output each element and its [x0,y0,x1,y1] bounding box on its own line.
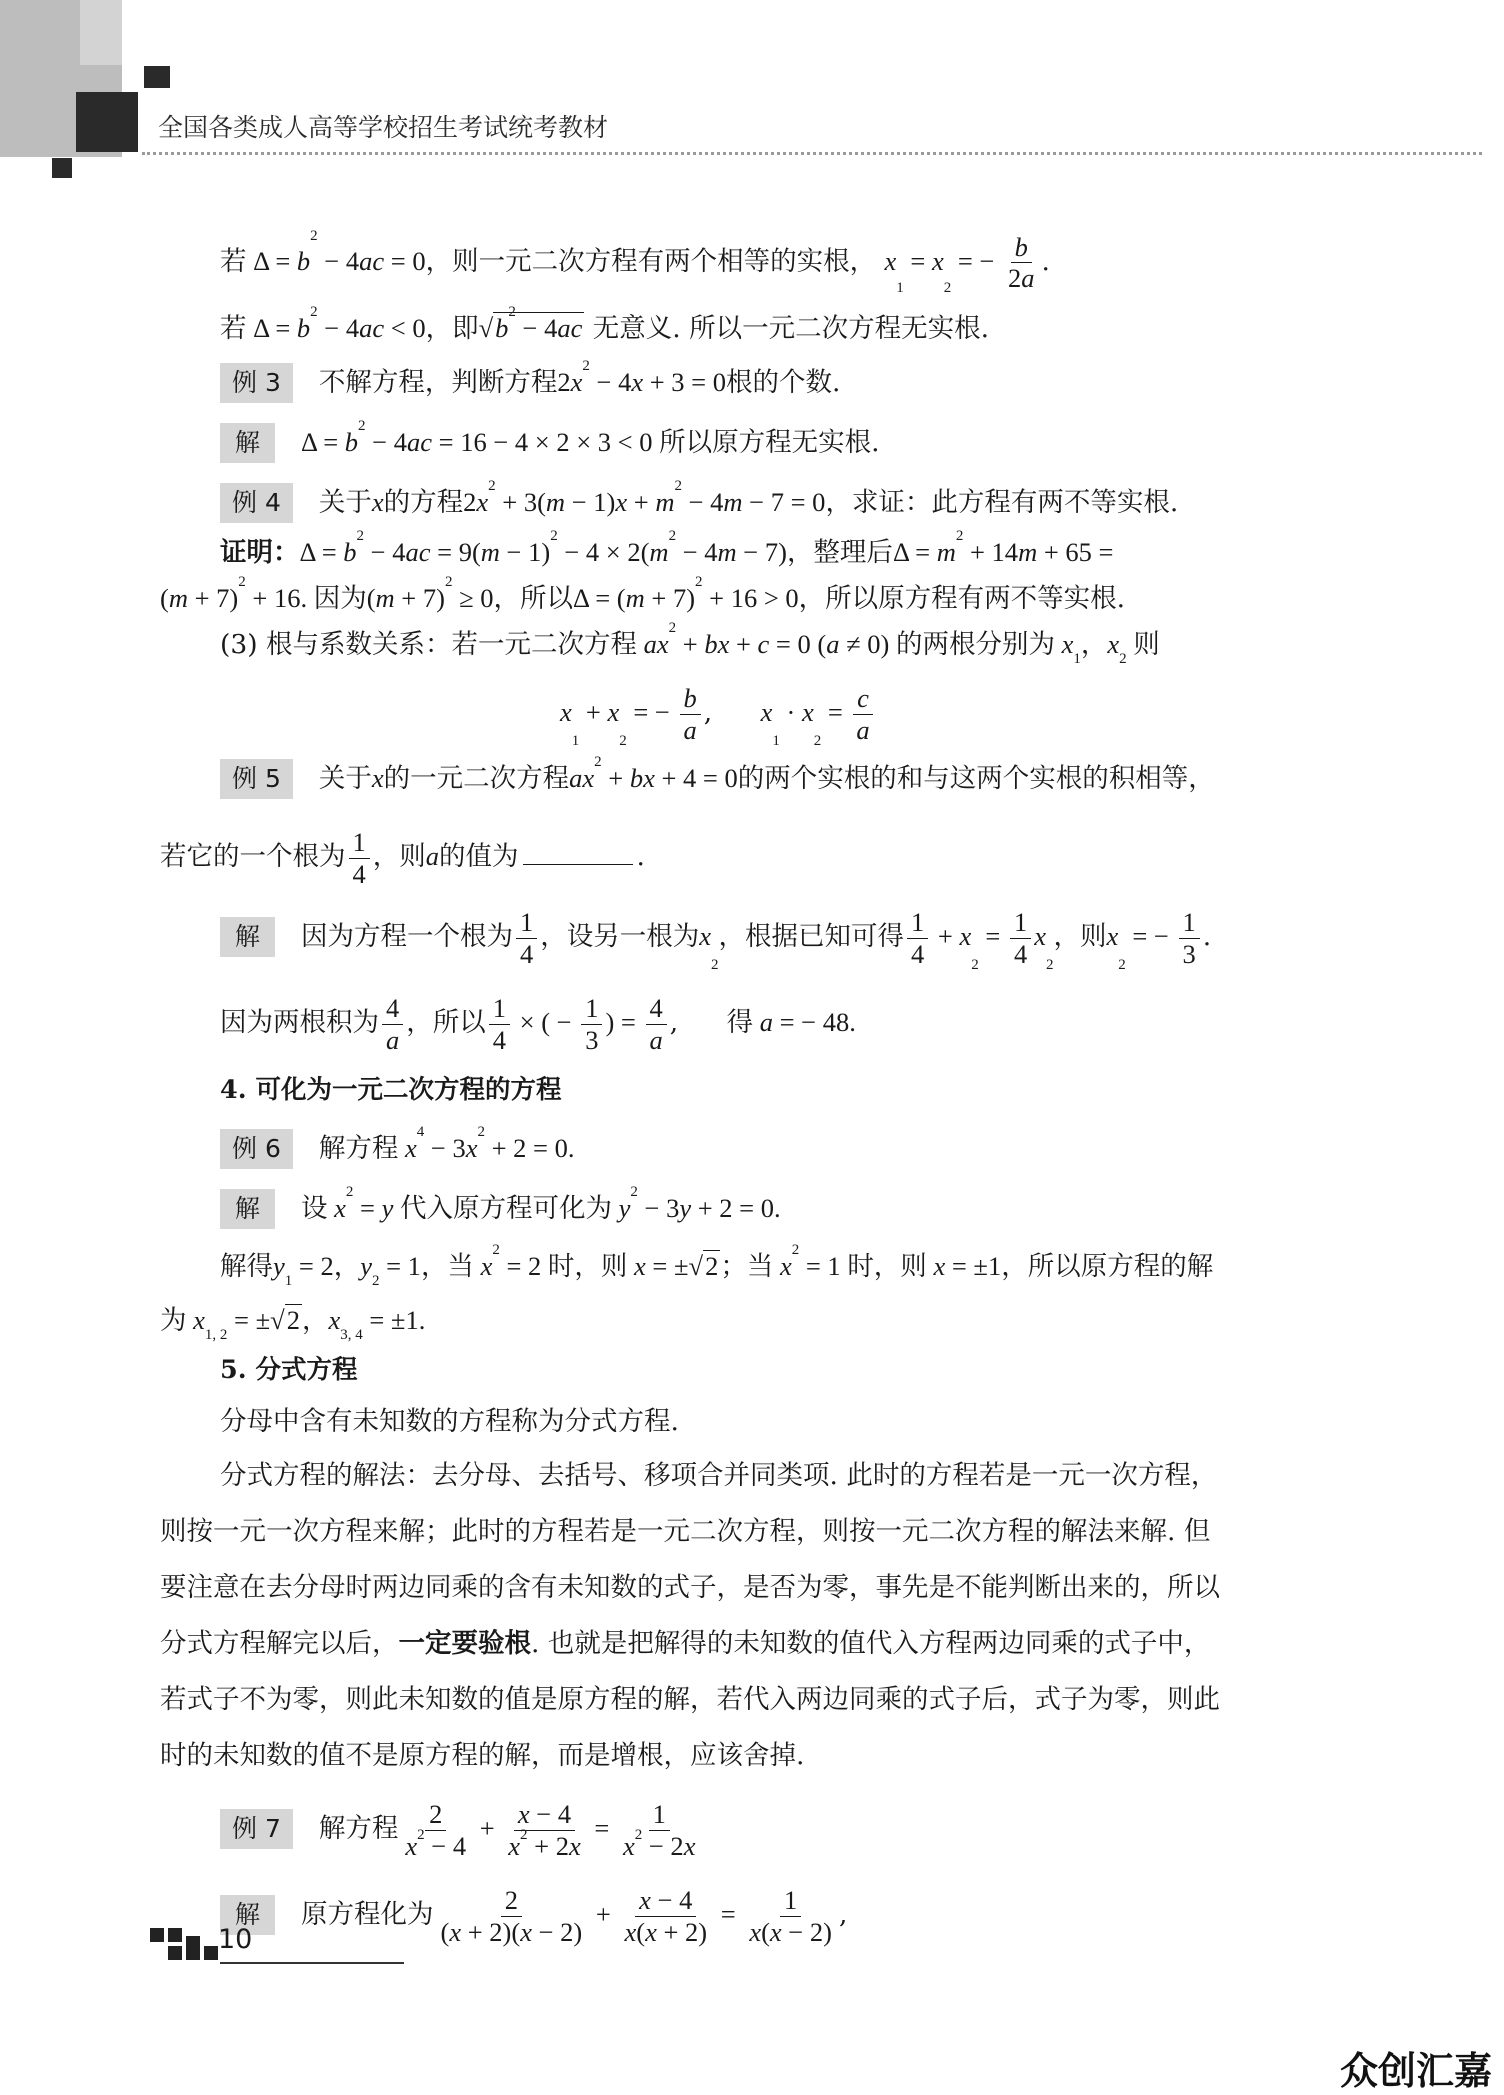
line-delta-negative: 若 $\Delta = b^2 - 4ac < 0$，即$√b^2 - 4ac$ 无意义. 所以一元二次方程无实根. [220,304,990,344]
answer-blank [523,836,633,865]
solution-label: 解 [220,1189,275,1229]
paragraph-5-line3: 要注意在去分母时两边同乘的含有未知数的式子，是否为零，事先是不能判断出来的，所以 [160,1572,1220,1603]
example-label: 例 4 [220,483,293,523]
example-7-eq: 例 7 解方程 $\frac{2}{x^2 - 4}$ + $\frac{x - 4}{x^2 + 2x}$ = $\frac{1}{x^2 - 2x}$ [220,1718,1504,1863]
solution-5-line1: 解 因为方程一个根为 $\frac{1}{4}$ ，设另一根为$x_2$，根据已知可得 $\frac{1}{4}$ + $x_2$ = $\frac{1}{4}$ $x_2$，则$x_2$ = − $\frac{1}{3}$ . [220,902,1504,971]
example-4: 例 4 关于x的方程$2x^2 + 3(m - 1)x + m^2 - 4m - 7 = 0$，求证：此方程有两不等实根. [220,482,1504,523]
vieta-formulas: $x_1 + x_2$ = − $\frac{b}{a}$ , $x_1 \cdot x_2$ = $\frac{c}{a}$ [560,678,1504,747]
paragraph-5-line1: 分式方程的解法：去分母、去括号、移项合并同类项. 此时的方程若是一元一次方程， [220,1460,1218,1491]
solution-label: 解 [220,917,275,957]
line-delta-zero: 若 $\Delta = b^2 - 4ac = 0$，则一元二次方程有两个相等的实根， $x_1 = x_2$ = − $\frac{b}{2a}$ . [220,228,1050,296]
paragraph-5-line4: 分式方程解完以后，一定要验根. 也就是把解得的未知数的值代入方程两边同乘的式子中， [160,1628,1211,1659]
header-decoration [0,0,1504,180]
paragraph-5-line2: 则按一元一次方程来解；此时的方程若是一元二次方程，则按一元二次方程的解法来解. 但 [160,1516,1211,1547]
watermark: 众创汇嘉 [1340,2049,1493,2093]
example-label: 例 3 [220,363,293,403]
solution-6-line3: 为 $x_{1, 2} = \pm√2$，$x_{3, 4} = \pm 1$. [160,1305,426,1343]
section-5-heading: 5. 分式方程 [220,1355,358,1385]
example-6: 例 6 解方程 $x^4 - 3x^2 + 2 = 0$. [220,1128,1504,1169]
definition-5: 分母中含有未知数的方程称为分式方程. [220,1406,679,1437]
proof-4-line2: $(m + 7)^2 + 16$. 因为$(m + 7)^2 \ge 0$，所以$\Delta = (m + 7)^2 + 16 > 0$，所以原方程有两不等实根. [160,574,1126,614]
page-number: 10 [218,1924,253,1955]
solution-7: 解 原方程化为 $\frac{2}{(x + 2)(x - 2)}$ + $\frac{x - 4}{x(x + 2)}$ = $\frac{1}{x(x - 2)}$ , [220,1804,1504,1949]
header-title: 全国各类成人高等学校招生考试统考教材 [158,113,609,142]
example-label: 例 6 [220,1129,293,1169]
example-3: 例 3 不解方程，判断方程$2x^2 - 4x + 3 = 0$根的个数. [220,362,1504,403]
example-label: 例 7 [220,1809,293,1849]
solution-6: 解 设 $x^2 = y$ 代入原方程可化为 $y^2 - 3y + 2 = 0$. [220,1188,1504,1229]
solution-5-line2: 因为两根积为 $\frac{4}{a}$ ，所以 $\frac{1}{4}$ × ( − $\frac{1}{3}$ ) = $\frac{4}{a}$ , 得 a = − 48. [220,993,856,1055]
example-label: 例 5 [220,759,293,799]
section-4-heading: 4. 可化为一元二次方程的方程 [220,1075,562,1105]
paragraph-5-line6: 时的未知数的值不是原方程的解，而是增根，应该舍掉. [160,1740,805,1771]
vieta-statement: (3) 根与系数关系：若一元二次方程 $ax^2$ + bx + c = 0 (a ≠ 0) 的两根分别为 $x_1$，$x_2$ 则 [220,620,1160,667]
solution-label: 解 [220,423,275,463]
solution-3: 解 $\Delta = b^2 - 4ac = 16 - 4 \times 2 \times 3 < 0$ 所以原方程无实根. [220,422,1504,463]
example-5: 例 5 关于x的一元二次方程$ax^2$ + bx + 4 = 0的两个实根的和与这两个实根的积相等， [220,758,1504,799]
proof-4-line1: 证明：$\Delta = b^2 - 4ac = 9(m - 1)^2 - 4 \times 2(m^2 - 4m - 7)$，整理后$\Delta = m^2 + 14m + 65$ = [220,528,1114,568]
solution-6-line2: 解得$y_1 = 2$，$y_2 = 1$，当 $x^2 = 2$ 时，则 x = ±√2；当 $x^2 = 1$ 时，则 x = ±1，所以原方程的解 [220,1242,1214,1289]
solution-label: 解 [220,1895,275,1935]
paragraph-5-line5: 若式子不为零，则此未知数的值是原方程的解，若代入两边同乘的式子后，式子为零，则此 [160,1684,1220,1715]
example-5-cont: 若它的一个根为 $\frac{1}{4}$ ，则a的值为 . [160,827,645,889]
